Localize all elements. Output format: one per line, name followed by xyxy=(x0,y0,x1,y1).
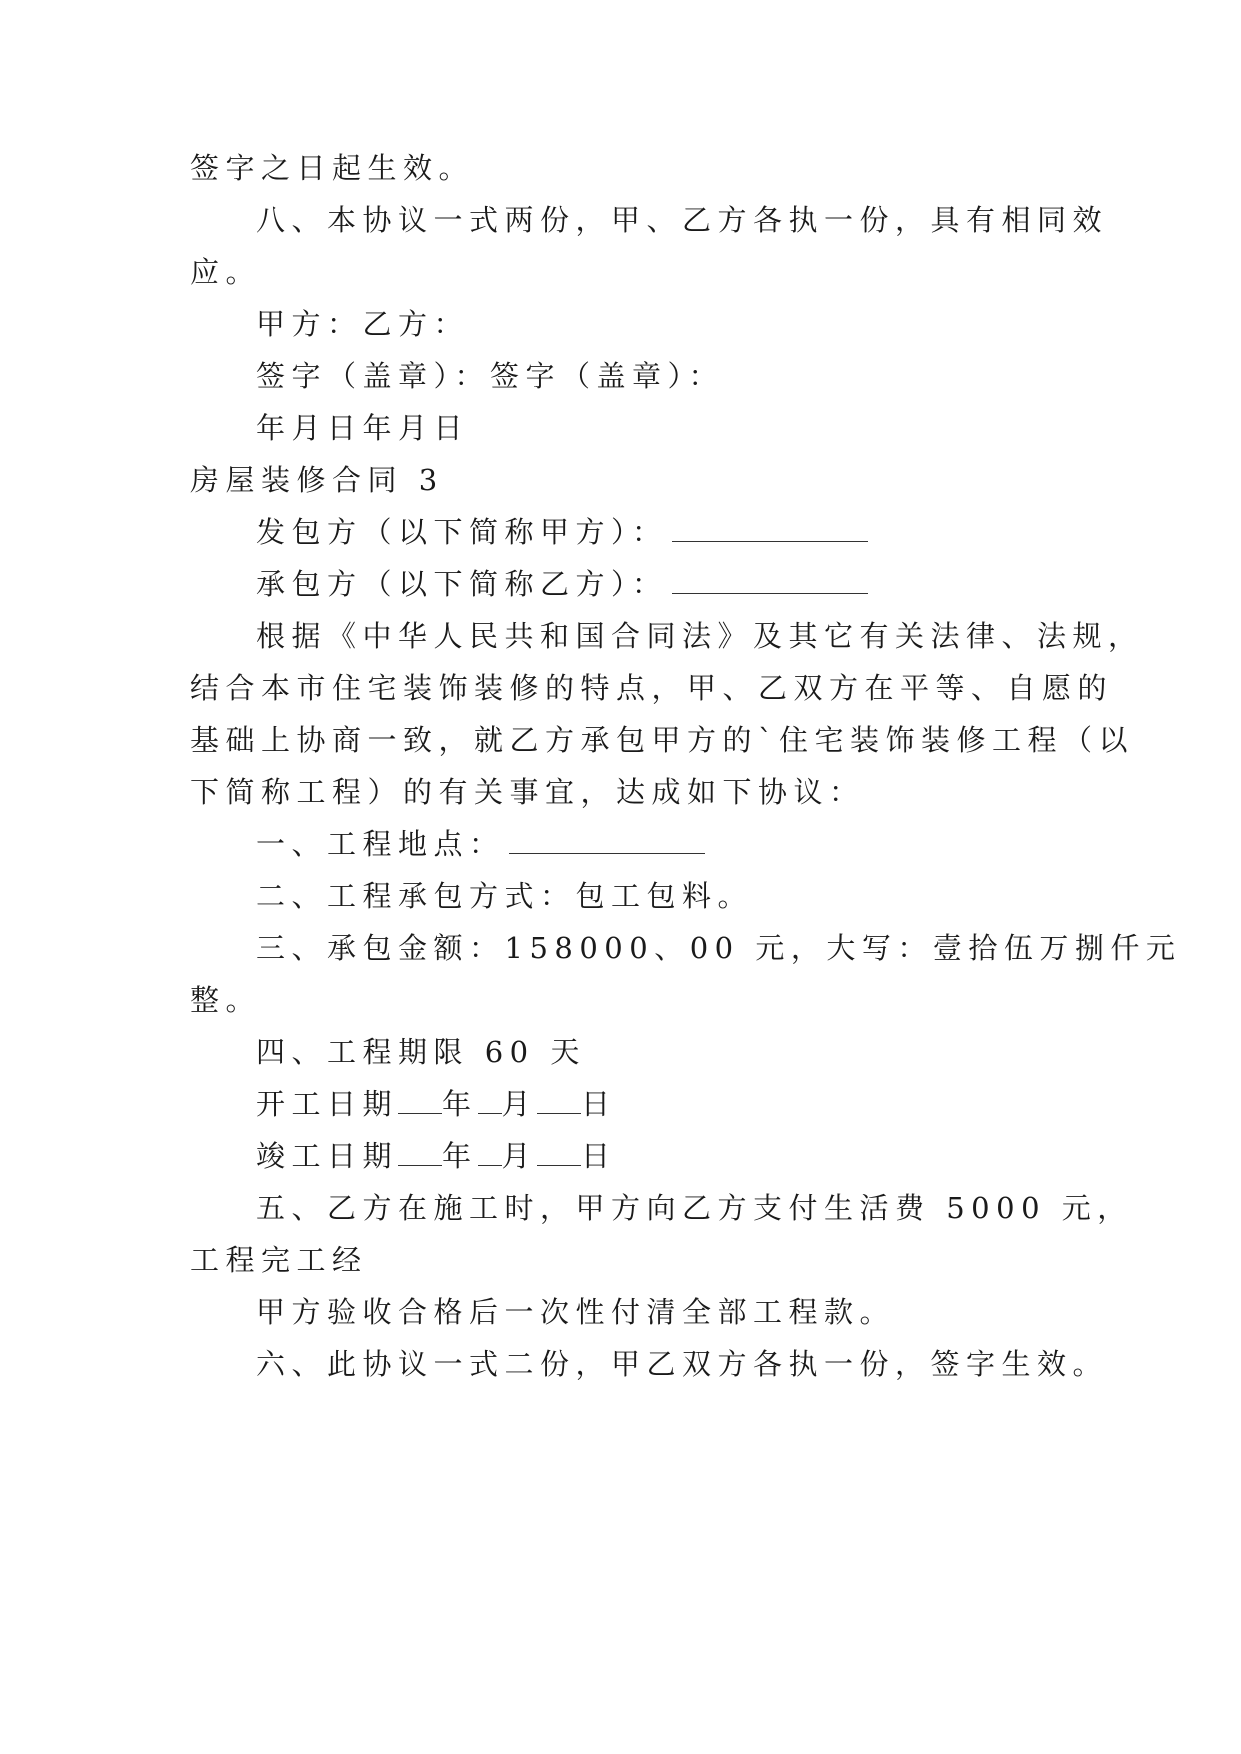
line-text: 月 xyxy=(501,1087,538,1121)
line-text: 整。 xyxy=(190,983,262,1017)
text-line xyxy=(256,824,705,864)
text-line xyxy=(256,1188,1133,1228)
fill-blank xyxy=(398,1139,442,1166)
line-text: 根据《中华人民共和国合同法》及其它有关法律、法规， xyxy=(256,619,1144,653)
text-line xyxy=(190,720,1134,760)
heading-text: 房屋装修合同 3 xyxy=(190,463,444,497)
line-text: 月 xyxy=(501,1139,538,1173)
text-line xyxy=(190,252,261,292)
text-line xyxy=(190,980,261,1020)
fill-blank xyxy=(509,827,705,854)
text-line xyxy=(256,304,469,344)
fill-blank xyxy=(478,1139,502,1166)
text-line xyxy=(256,876,753,916)
text-line xyxy=(256,616,1144,656)
text-line xyxy=(256,564,868,604)
text-line xyxy=(256,1344,1108,1384)
line-text: 年 xyxy=(442,1087,478,1121)
text-line xyxy=(256,356,724,396)
line-text: 发包方（以下简称甲方）： xyxy=(256,515,668,549)
text-line xyxy=(256,200,1108,240)
line-text: 甲方：乙方： xyxy=(256,307,470,341)
line-text: 五、乙方在施工时，甲方向乙方支付生活费 5000 元， xyxy=(256,1191,1133,1225)
line-text: 基础上协商一致，就乙方承包甲方的`住宅装饰装修工程（以 xyxy=(190,723,1135,757)
fill-blank xyxy=(672,515,868,542)
line-text: 甲方验收合格后一次性付清全部工程款。 xyxy=(256,1295,896,1329)
line-text: 四、工程期限 60 天 xyxy=(256,1035,586,1069)
fill-blank xyxy=(537,1139,581,1166)
text-line xyxy=(256,1032,586,1072)
line-text: 二、工程承包方式：包工包料。 xyxy=(256,879,754,913)
line-text: 八、本协议一式两份，甲、乙方各执一份，具有相同效 xyxy=(256,203,1109,237)
fill-blank xyxy=(398,1087,442,1114)
line-text: 工程完工经 xyxy=(190,1243,368,1277)
text-line xyxy=(190,1240,368,1280)
line-text: 年 xyxy=(442,1139,478,1173)
text-line xyxy=(256,1292,895,1332)
line-text: 三、承包金额：158000、00 元，大写：壹拾伍万捌仟元 xyxy=(256,931,1182,965)
line-text: 年月日年月日 xyxy=(256,411,470,445)
line-text: 签字之日起生效。 xyxy=(190,151,475,185)
line-text: 下简称工程）的有关事宜，达成如下协议： xyxy=(190,775,865,809)
text-line xyxy=(256,928,1181,968)
line-text: 结合本市住宅装饰装修的特点，甲、乙双方在平等、自愿的 xyxy=(190,671,1114,705)
text-line xyxy=(256,512,868,552)
line-text: 签字（盖章）：签字（盖章）： xyxy=(256,359,725,393)
line-text: 承包方（以下简称乙方）： xyxy=(256,567,668,601)
text-line xyxy=(190,668,1113,708)
fill-blank xyxy=(537,1087,581,1114)
section-heading xyxy=(190,460,444,500)
line-text: 竣工日期 xyxy=(256,1139,399,1173)
line-text: 六、此协议一式二份，甲乙双方各执一份，签字生效。 xyxy=(256,1347,1109,1381)
fill-blank xyxy=(478,1087,502,1114)
line-text: 开工日期 xyxy=(256,1087,399,1121)
text-line xyxy=(256,408,469,448)
text-line xyxy=(256,1084,617,1124)
line-text: 一、工程地点： xyxy=(256,827,505,861)
fill-blank xyxy=(672,567,868,594)
text-line xyxy=(190,772,865,812)
line-text: 应。 xyxy=(190,255,262,289)
line-text: 日 xyxy=(581,1087,617,1121)
text-line xyxy=(190,148,474,188)
line-text: 日 xyxy=(581,1139,617,1173)
text-line xyxy=(256,1136,617,1176)
